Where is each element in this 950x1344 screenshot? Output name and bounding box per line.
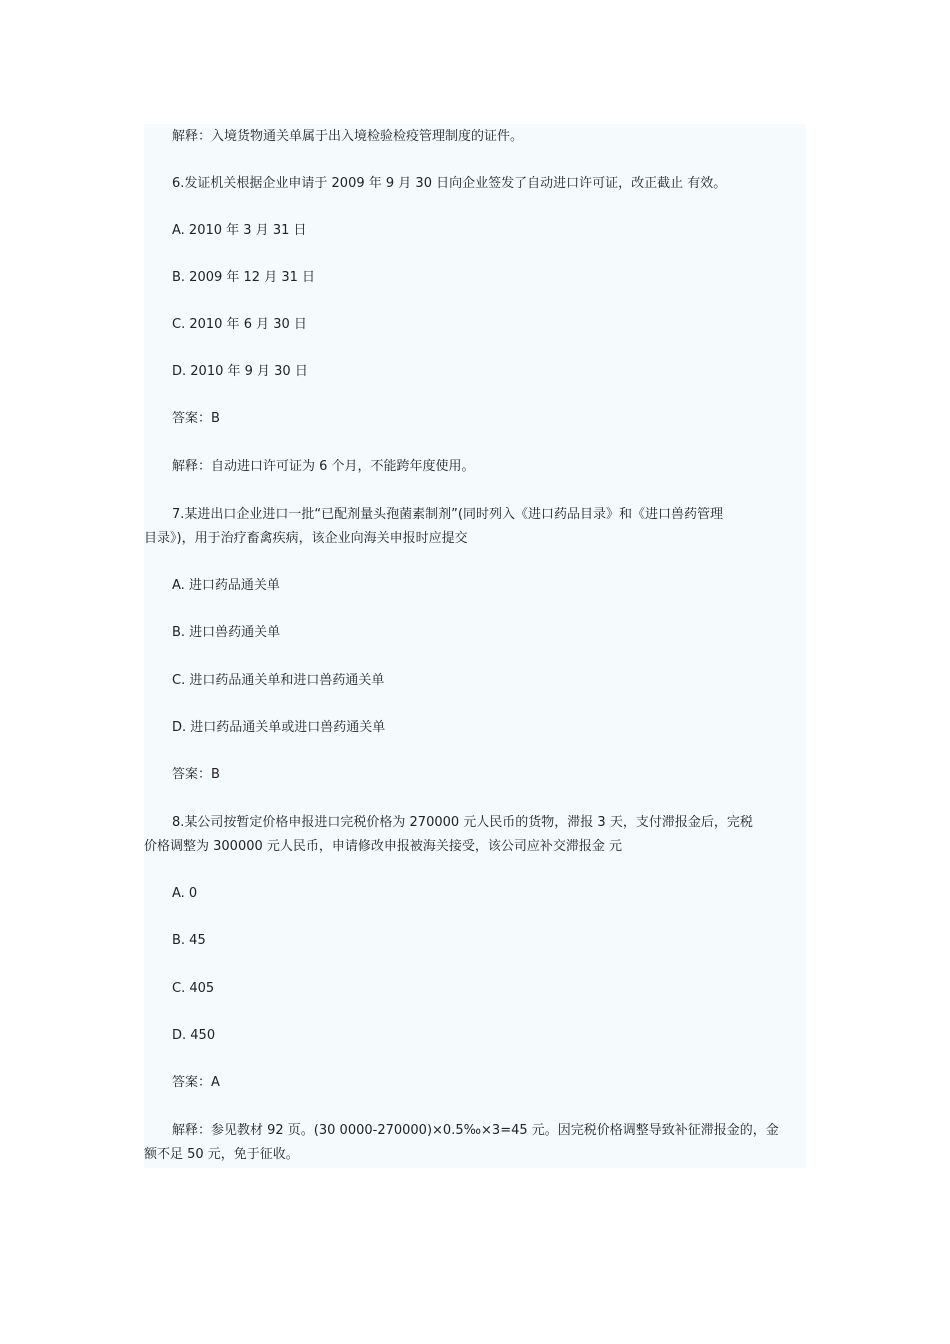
q6-stem: 6.发证机关根据企业申请于 2009 年 9 月 30 日向企业签发了自动进口许可证，改正截止 有效。: [172, 176, 727, 191]
q7-option-c: C. 进口药品通关单和进口兽药通关单: [172, 673, 385, 688]
q8-explanation-line1: 解释：参见教材 92 页。(30 0000-270000)×0.5‰×3=45 元。因完税价格调整导致补征滞报金的，金: [172, 1123, 779, 1138]
q6-option-d: D. 2010 年 9 月 30 日: [172, 364, 308, 379]
q8-stem-line2: 价格调整为 300000 元人民币，申请修改申报被海关接受，该公司应补交滞报金 元: [144, 839, 623, 854]
q8-explanation-line2: 额不足 50 元，免于征收。: [144, 1147, 299, 1162]
q8-answer: 答案：A: [172, 1075, 220, 1090]
q7-option-a: A. 进口药品通关单: [172, 578, 280, 593]
q6-answer: 答案：B: [172, 411, 220, 426]
q8-stem-line1: 8.某公司按暂定价格申报进口完税价格为 270000 元人民币的货物，滞报 3 天，支付滞报金后，完税: [172, 815, 753, 830]
q6-option-a: A. 2010 年 3 月 31 日: [172, 223, 307, 238]
q7-answer: 答案：B: [172, 767, 220, 782]
q6-option-c: C. 2010 年 6 月 30 日: [172, 317, 307, 332]
q8-option-b: B. 45: [172, 933, 206, 948]
q8-option-c: C. 405: [172, 981, 215, 996]
q8-option-a: A. 0: [172, 886, 198, 901]
q6-explanation: 解释：自动进口许可证为 6 个月，不能跨年度使用。: [172, 459, 475, 474]
q7-option-b: B. 进口兽药通关单: [172, 625, 281, 640]
q7-stem-line1: 7.某进出口企业进口一批“已配剂量头孢菌素制剂”(同时列入《进口药品目录》和《进口兽药管理: [172, 507, 723, 522]
q6-option-b: B. 2009 年 12 月 31 日: [172, 270, 316, 285]
q8-option-d: D. 450: [172, 1028, 216, 1043]
q7-option-d: D. 进口药品通关单或进口兽药通关单: [172, 720, 386, 735]
q7-stem-line2: 目录》)，用于治疗畜禽疾病，该企业向海关申报时应提交: [144, 531, 468, 546]
q5-explanation: 解释：入境货物通关单属于出入境检验检疫管理制度的证件。: [172, 129, 524, 144]
